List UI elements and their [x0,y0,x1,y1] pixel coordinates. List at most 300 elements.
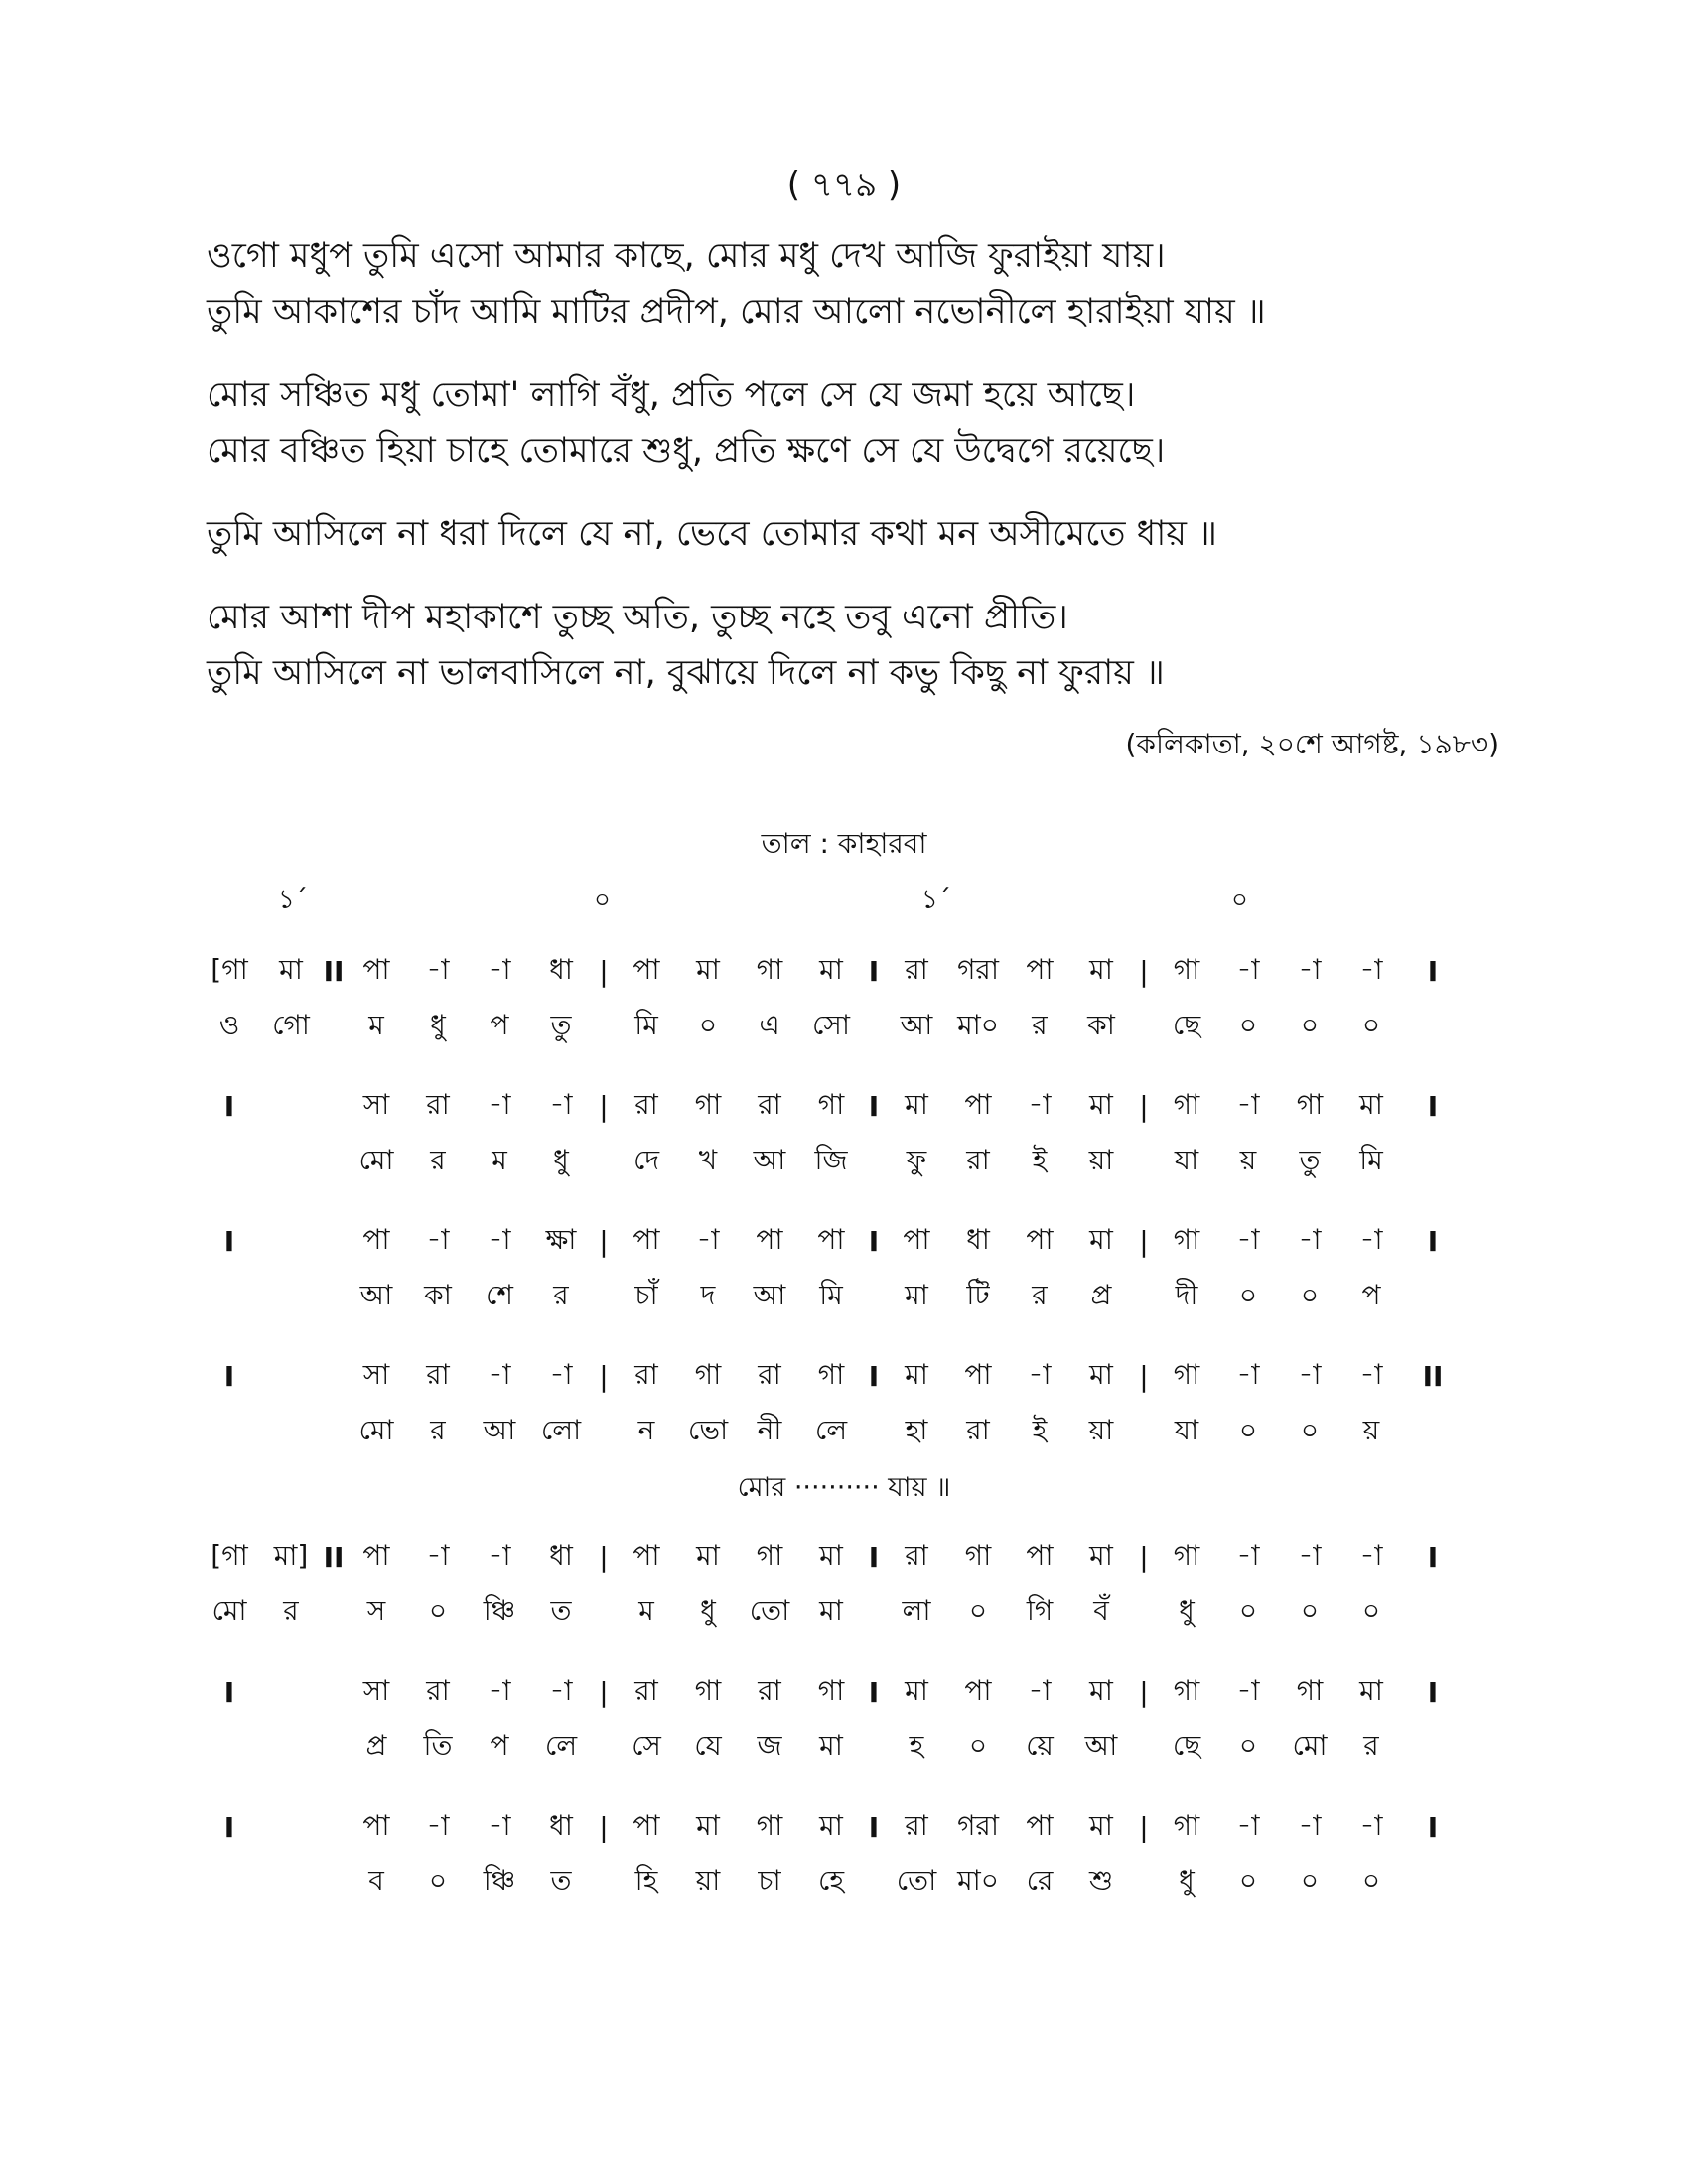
beat-marker: ১´ [278,886,308,915]
syllable-cell: ০ [698,1008,718,1041]
syllable-cell: ০ [1300,1863,1320,1897]
place-date-footnote: (কলিকাতা, ২০শে আগষ্ট, ১৯৮৩) [1125,728,1499,760]
swara-cell: | [1139,1089,1149,1123]
swara-cell: I [868,954,880,988]
syllable-cell: ধু [700,1593,716,1627]
swara-cell: -া [488,1808,511,1842]
lyric-line: তুমি আসিলে না ধরা দিলে যে না, ভেবে তোমার কথা মন অসীমেতে ধায় ॥ [207,514,1217,554]
syllable-cell: শে [486,1278,513,1311]
swara-cell: পা [633,1808,660,1842]
swara-cell: I [223,1675,235,1708]
syllable-cell: হি [634,1863,658,1897]
swara-cell: -া [426,952,450,986]
notation-block [199,1799,1489,1910]
swara-cell: গা [1173,1222,1200,1256]
swara-cell: গা [817,1357,845,1391]
syllable-cell: ধু [430,1008,446,1041]
swara-cell: পা [633,1222,660,1256]
swara-cell: রা [758,1357,781,1391]
stanza [207,590,1517,701]
syllable-cell: র [1363,1728,1379,1762]
swara-cell: -া [1028,1673,1052,1706]
syllable-cell: কা [1087,1008,1115,1041]
swara-cell: ধা [966,1222,990,1256]
lyric-line: ওগো মধুপ তুমি এসো আমার কাছে, মোর মধু দেখ আজি ফুরাইয়া যায়। [207,236,1166,276]
swara-cell: রা [426,1673,450,1706]
swara-cell: ধা [549,1808,573,1842]
syllable-cell: সে [632,1728,661,1762]
swara-cell: -া [1298,952,1322,986]
syllable-cell: শু [1088,1863,1114,1897]
syllable-cell: যা [1174,1143,1199,1176]
swara-cell: মা [819,1538,843,1571]
syllable-cell: আ [359,1278,393,1311]
syllable-cell: ০ [1238,1593,1258,1627]
swara-cell: মা [279,952,303,986]
swara-cell: পা [633,1538,660,1571]
syllable-cell: হ [909,1728,924,1762]
syllable-cell: নী [757,1413,782,1446]
swara-cell: | [599,1675,609,1708]
swara-cell: রা [426,1357,450,1391]
beat-markers [0,880,1688,919]
syllable-cell: তো [896,1863,937,1897]
syllable-cell: মো [358,1413,394,1446]
swara-cell: গা [1173,952,1200,986]
swara-cell: II [323,1540,345,1573]
swara-row [199,1799,1489,1854]
swara-cell: -া [1298,1538,1322,1571]
syllable-cell: ও [218,1008,240,1041]
swara-cell: I [1427,1089,1439,1123]
syllable-cell: ০ [1238,1413,1258,1446]
swara-cell: গা [1173,1538,1200,1571]
swara-cell: সা [362,1087,390,1121]
swara-cell: পা [964,1357,992,1391]
syllable-cell: ফু [906,1143,927,1176]
syllable-cell: ০ [1361,1008,1381,1041]
swara-cell: -া [1236,1357,1260,1391]
syllable-cell: ঞ্চি [483,1863,516,1897]
syllable-cell: এ [759,1008,780,1041]
notation-block [199,1529,1489,1640]
syllable-cell: মি [634,1008,658,1041]
swara-cell: -া [1359,952,1383,986]
syllable-cell: গি [1026,1593,1054,1627]
swara-cell: মা [696,1808,720,1842]
syllable-cell: সো [812,1008,850,1041]
swara-cell: | [599,1089,609,1123]
syllable-cell: তু [1299,1143,1321,1176]
swara-cell: -া [488,1673,511,1706]
syllable-cell: ত [550,1863,572,1897]
swara-cell: পা [1026,952,1054,986]
swara-cell: -া [1298,1357,1322,1391]
syllable-cell: আ [483,1413,516,1446]
swara-cell: -া [1359,1222,1383,1256]
swara-cell: | [1139,1359,1149,1393]
swara-cell: | [1139,954,1149,988]
syllable-cell: তু [550,1008,572,1041]
swara-cell: [গা [211,1538,248,1571]
syllable-cell: য়া [1088,1143,1114,1176]
syllable-cell: রা [966,1413,990,1446]
notation-table [199,943,1489,1934]
syllable-cell: কা [424,1278,452,1311]
swara-cell: [গা [211,952,248,986]
notation-block [199,1664,1489,1775]
syllable-cell: চা [758,1863,781,1897]
swara-cell: গা [1296,1087,1324,1121]
syllable-cell: র [430,1143,446,1176]
syllable-cell: টি [966,1278,990,1311]
syllable-cell: লা [902,1593,931,1627]
syllable-cell: মো [211,1593,247,1627]
syllable-cell: ধু [553,1143,569,1176]
swara-cell: পা [362,952,390,986]
swara-cell: গরা [957,952,999,986]
swara-cell: রা [634,1673,658,1706]
syllable-cell: প [1361,1278,1381,1311]
syllable-cell: ধু [1179,1863,1195,1897]
swara-cell: মা [1089,1222,1113,1256]
swara-cell: মা [1089,1538,1113,1571]
syllable-cell: রা [966,1143,990,1176]
lyric-syllable-row [199,1584,1489,1640]
syllable-cell: ০ [1300,1593,1320,1627]
swara-cell: -া [696,1222,720,1256]
swara-cell: গা [1173,1808,1200,1842]
swara-row [199,1529,1489,1584]
swara-row [199,1078,1489,1134]
swara-cell: মা [1089,1357,1113,1391]
syllable-cell: প [490,1728,509,1762]
syllable-cell: র [1032,1008,1048,1041]
syllable-cell: আ [753,1143,786,1176]
swara-cell: মা] [273,1538,309,1571]
swara-cell: -া [488,1538,511,1571]
swara-cell: রা [905,1808,928,1842]
syllable-cell: ম [492,1143,507,1176]
swara-cell: -া [1236,952,1260,986]
swara-cell: -া [426,1538,450,1571]
syllable-cell: মা [819,1593,843,1627]
swara-cell: | [599,1810,609,1843]
swara-cell: সা [362,1357,390,1391]
swara-cell: মা [1089,1087,1113,1121]
swara-cell: পা [362,1222,390,1256]
swara-cell: রা [426,1087,450,1121]
swara-cell: মা [819,952,843,986]
swara-cell: রা [634,1357,658,1391]
swara-cell: গা [694,1673,722,1706]
swara-row [199,943,1489,999]
syllable-cell: দ [700,1278,716,1311]
syllable-cell: দী [1175,1278,1198,1311]
syllable-cell: মি [819,1278,843,1311]
syllable-cell: য় [1239,1143,1257,1176]
syllable-cell: মো [1292,1728,1328,1762]
swara-cell: | [599,1359,609,1393]
lyric-line: তুমি আসিলে না ভালবাসিলে না, বুঝায়ে দিলে না কভু কিছু না ফুরায় ॥ [207,653,1165,693]
swara-cell: গরা [957,1808,999,1842]
lyric-syllable-row [199,1134,1489,1189]
swara-cell: I [868,1810,880,1843]
swara-cell: গা [756,1538,783,1571]
syllable-cell: লে [814,1413,848,1446]
swara-cell: পা [1026,1538,1054,1571]
swara-cell: -া [1236,1808,1260,1842]
swara-cell: রা [905,952,928,986]
syllable-cell: বঁ [1093,1593,1109,1627]
swara-cell: I [868,1224,880,1258]
lyrics [207,228,1517,729]
syllable-cell: য়া [695,1863,721,1897]
syllable-cell: মি [1359,1143,1383,1176]
swara-cell: গা [1173,1357,1200,1391]
syllable-cell: যে [694,1728,722,1762]
swara-cell: -া [1236,1538,1260,1571]
swara-row [199,1348,1489,1404]
notation-block [199,943,1489,1054]
swara-cell: গা [1173,1087,1200,1121]
syllable-cell: হে [817,1863,845,1897]
syllable-cell: ০ [1361,1863,1381,1897]
syllable-cell: হা [905,1413,928,1446]
syllable-cell: তো [749,1593,790,1627]
refrain-marker: মোর ·········· যায় ॥ [737,1472,951,1503]
swara-cell: -া [1236,1673,1260,1706]
swara-cell: -া [488,1357,511,1391]
syllable-cell: ০ [968,1728,988,1762]
swara-cell: -া [426,1808,450,1842]
swara-cell: -া [1359,1357,1383,1391]
swara-cell: মা [1089,952,1113,986]
notation-block [199,1213,1489,1324]
swara-cell: I [1427,1810,1439,1843]
lyric-line: মোর বঞ্চিত হিয়া চাহে তোমারে শুধু, প্রতি ক্ষণে সে যে উদ্বেগে রয়েছে। [207,431,1166,471]
swara-cell: পা [817,1222,845,1256]
swara-cell: -া [1236,1222,1260,1256]
lyric-syllable-row [199,1269,1489,1324]
swara-cell: রা [758,1673,781,1706]
syllable-cell: ব [368,1863,384,1897]
swara-cell: পা [903,1222,930,1256]
syllable-cell: ০ [1361,1593,1381,1627]
swara-cell: -া [426,1222,450,1256]
swara-cell: -া [1028,1087,1052,1121]
syllable-cell: আ [900,1008,933,1041]
swara-cell: | [1139,1224,1149,1258]
swara-cell: I [1427,1540,1439,1573]
syllable-cell: র [283,1593,299,1627]
swara-cell: মা [1089,1673,1113,1706]
syllable-cell: লে [544,1728,578,1762]
swara-cell: -া [1236,1087,1260,1121]
syllable-cell: ০ [428,1593,448,1627]
swara-cell: I [223,1359,235,1393]
syllable-cell: ০ [1238,1278,1258,1311]
swara-cell: পা [362,1538,390,1571]
swara-cell: -া [488,1087,511,1121]
swara-cell: মা [905,1357,928,1391]
syllable-cell: র [553,1278,569,1311]
swara-cell: মা [696,1538,720,1571]
syllable-cell: ০ [1238,1728,1258,1762]
syllable-cell: ত [550,1593,572,1627]
swara-cell: গা [1296,1673,1324,1706]
swara-cell: -া [549,1087,573,1121]
syllable-cell: ভো [687,1413,729,1446]
swara-cell: মা [905,1673,928,1706]
syllable-cell: লো [540,1413,582,1446]
syllable-cell: ০ [968,1593,988,1627]
syllable-cell: রে [1026,1863,1054,1897]
swara-cell: পা [756,1222,783,1256]
syllable-cell: ০ [1238,1008,1258,1041]
swara-cell: | [1139,1540,1149,1573]
swara-cell: পা [633,952,660,986]
swara-cell: পা [362,1808,390,1842]
syllable-cell: আ [1084,1728,1118,1762]
stanza [207,367,1517,478]
syllable-cell: তি [423,1728,453,1762]
syllable-cell: প্র [365,1728,387,1762]
swara-cell: I [868,1675,880,1708]
swara-cell: ক্ষা [545,1222,577,1256]
syllable-cell: প্র [1090,1278,1112,1311]
swara-cell: I [868,1089,880,1123]
stanza [207,506,1517,562]
swara-cell: পা [964,1087,992,1121]
swara-cell: রা [905,1538,928,1571]
syllable-cell: মা০ [957,1008,999,1041]
swara-cell: মা [905,1087,928,1121]
swara-cell: | [599,1540,609,1573]
swara-cell: রা [634,1087,658,1121]
syllable-cell: য় [1362,1413,1380,1446]
beat-marker: ০ [594,886,611,915]
syllable-cell: ই [1032,1413,1048,1446]
syllable-cell: মা [905,1278,928,1311]
swara-cell: -া [549,1673,573,1706]
swara-cell: মা [1359,1673,1383,1706]
syllable-cell: জি [814,1143,848,1176]
syllable-cell: র [1032,1278,1048,1311]
swara-cell: গা [964,1538,992,1571]
syllable-cell: মো [358,1143,394,1176]
swara-cell: I [223,1224,235,1258]
syllable-cell: জ [757,1728,782,1762]
swara-cell: -া [488,952,511,986]
syllable-cell: প [490,1008,509,1041]
swara-cell: মা [1089,1808,1113,1842]
syllable-cell: দে [633,1143,660,1176]
syllable-cell: ম [638,1593,654,1627]
lyric-syllable-row [199,999,1489,1054]
swara-cell: I [1427,1224,1439,1258]
swara-cell: পা [1026,1808,1054,1842]
swara-cell: গা [756,1808,783,1842]
swara-cell: মা [819,1808,843,1842]
syllable-cell: আ [753,1278,786,1311]
notation-block [199,1078,1489,1189]
syllable-cell: মা০ [957,1863,999,1897]
swara-cell: মা [1359,1087,1383,1121]
swara-cell: পা [964,1673,992,1706]
swara-row [199,1664,1489,1719]
syllable-cell: ০ [1300,1008,1320,1041]
syllable-cell: র [430,1413,446,1446]
swara-cell: -া [549,1357,573,1391]
tal-heading: তাল : কাহারবা [761,827,927,860]
lyric-line: মোর আশা দীপ মহাকাশে তুচ্ছ অতি, তুচ্ছ নহে তবু এনো প্রীতি। [207,598,1068,637]
syllable-cell: ধু [1179,1593,1195,1627]
lyric-syllable-row [199,1404,1489,1459]
swara-cell: -া [1298,1808,1322,1842]
swara-cell: গা [694,1087,722,1121]
notation-block [199,1348,1489,1459]
swara-cell: -া [1359,1538,1383,1571]
syllable-cell: য়ে [1026,1728,1054,1762]
swara-cell: II [1422,1359,1444,1393]
swara-cell: রা [758,1087,781,1121]
swara-cell: গা [817,1673,845,1706]
swara-cell: -া [488,1222,511,1256]
swara-cell: | [1139,1675,1149,1708]
syllable-cell: যা [1174,1413,1199,1446]
swara-cell: গা [1173,1673,1200,1706]
swara-cell: গা [694,1357,722,1391]
syllable-cell: ন [637,1413,655,1446]
swara-cell: | [1139,1810,1149,1843]
syllable-cell: ছে [1172,1008,1201,1041]
syllable-cell: ০ [428,1863,448,1897]
stanza [207,228,1517,340]
syllable-cell: ই [1032,1143,1048,1176]
swara-row [199,1213,1489,1269]
swara-cell: গা [817,1087,845,1121]
syllable-cell: খ [698,1143,718,1176]
swara-cell: I [1427,954,1439,988]
swara-cell: পা [1026,1222,1054,1256]
beat-marker: ০ [1231,886,1248,915]
swara-cell: -া [1359,1808,1383,1842]
swara-cell: সা [362,1673,390,1706]
swara-cell: গা [756,952,783,986]
swara-cell: II [323,954,345,988]
syllable-cell: ০ [1300,1413,1320,1446]
lyric-line: তুমি আকাশের চাঁদ আমি মাটির প্রদীপ, মোর আলো নভোনীলে হারাইয়া যায় ॥ [207,292,1266,332]
syllable-cell: ০ [1300,1278,1320,1311]
syllable-cell: ম [368,1008,384,1041]
syllable-cell: ঞ্চি [483,1593,516,1627]
swara-cell: I [868,1359,880,1393]
lyric-syllable-row [199,1854,1489,1910]
syllable-cell: ০ [1238,1863,1258,1897]
swara-cell: -া [1028,1357,1052,1391]
beat-marker: ১´ [921,886,951,915]
swara-cell: | [599,1224,609,1258]
lyric-syllable-row [199,1719,1489,1775]
swara-cell: | [599,954,609,988]
syllable-cell: স [366,1593,386,1627]
swara-cell: -া [1298,1222,1322,1256]
syllable-cell: মা [819,1728,843,1762]
swara-cell: মা [696,952,720,986]
swara-cell: I [223,1810,235,1843]
swara-cell: I [868,1540,880,1573]
